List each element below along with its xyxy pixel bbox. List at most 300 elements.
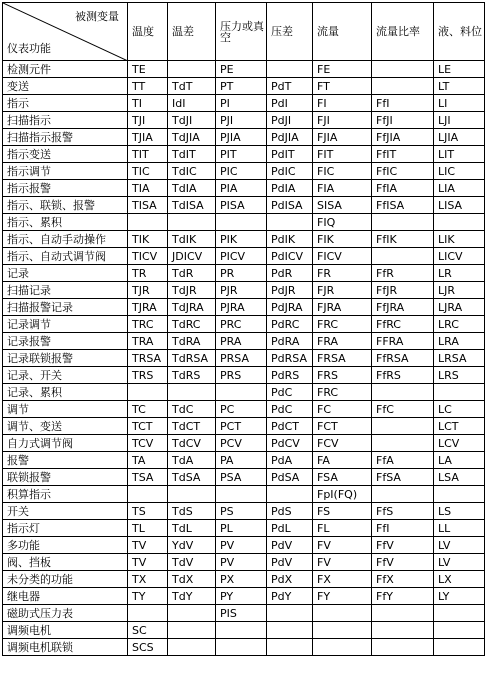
table-row [3, 78, 485, 95]
symbol-cell: PdIT [267, 146, 313, 163]
column-header-flow-ratio: 流量比率 [372, 3, 434, 61]
row-label: 开关 [3, 503, 128, 520]
symbol-cell [434, 384, 485, 401]
symbol-cell: LICV [434, 248, 485, 265]
symbol-cell: PX [216, 571, 267, 588]
symbol-cell: TdY [168, 588, 216, 605]
symbol-cell: TV [128, 537, 168, 554]
symbol-cell: LT [434, 78, 485, 95]
symbol-cell: TRC [128, 316, 168, 333]
symbol-cell [372, 78, 434, 95]
symbol-cell [434, 486, 485, 503]
symbol-cell: PdJR [267, 282, 313, 299]
symbol-cell: TT [128, 78, 168, 95]
symbol-cell: FfJR [372, 282, 434, 299]
symbol-cell: PdV [267, 554, 313, 571]
symbol-cell: TdCV [168, 435, 216, 452]
symbol-cell: PdRS [267, 367, 313, 384]
symbol-cell: TV [128, 554, 168, 571]
symbol-cell: FRC [313, 384, 372, 401]
table-row [3, 129, 485, 146]
table-row [3, 248, 485, 265]
symbol-cell: TdA [168, 452, 216, 469]
symbol-cell: FIQ [313, 214, 372, 231]
symbol-cell: LIK [434, 231, 485, 248]
symbol-cell: PA [216, 452, 267, 469]
symbol-cell: TdJR [168, 282, 216, 299]
symbol-cell [267, 622, 313, 639]
symbol-cell: PdY [267, 588, 313, 605]
symbol-cell: TdX [168, 571, 216, 588]
symbol-cell: FIK [313, 231, 372, 248]
symbol-cell: FV [313, 554, 372, 571]
symbol-cell: TA [128, 452, 168, 469]
symbol-cell: PC [216, 401, 267, 418]
symbol-cell: FX [313, 571, 372, 588]
symbol-cell [168, 384, 216, 401]
symbol-cell: LCT [434, 418, 485, 435]
symbol-cell: FfRS [372, 367, 434, 384]
symbol-cell: LRC [434, 316, 485, 333]
symbol-cell: PRSA [216, 350, 267, 367]
symbol-cell: FIC [313, 163, 372, 180]
symbol-cell: PdSA [267, 469, 313, 486]
row-label: 检测元件 [3, 61, 128, 78]
row-label: 记录、开关 [3, 367, 128, 384]
symbol-cell: FfS [372, 503, 434, 520]
symbol-cell: PJI [216, 112, 267, 129]
symbol-cell: PdJIA [267, 129, 313, 146]
symbol-cell: FfC [372, 401, 434, 418]
symbol-cell: FfA [372, 452, 434, 469]
symbol-cell: LS [434, 503, 485, 520]
symbol-cell: FfRC [372, 316, 434, 333]
symbol-cell: FI [313, 95, 372, 112]
row-label: 记录联锁报警 [3, 350, 128, 367]
symbol-cell: LJRA [434, 299, 485, 316]
column-header-pressure-difference: 压差 [267, 3, 313, 61]
symbol-cell: PCV [216, 435, 267, 452]
symbol-cell: LCV [434, 435, 485, 452]
symbol-cell: FS [313, 503, 372, 520]
header-instrument-function-label: 仪表功能 [7, 42, 51, 55]
symbol-cell: PI [216, 95, 267, 112]
symbol-cell: TdR [168, 265, 216, 282]
symbol-cell: PdJI [267, 112, 313, 129]
symbol-cell: PCT [216, 418, 267, 435]
symbol-cell: FSA [313, 469, 372, 486]
symbol-cell: TC [128, 401, 168, 418]
symbol-cell: PY [216, 588, 267, 605]
symbol-cell: TdRS [168, 367, 216, 384]
symbol-cell: TdT [168, 78, 216, 95]
symbol-cell: PdJRA [267, 299, 313, 316]
symbol-cell: TdV [168, 554, 216, 571]
column-header-temperature-difference: 温差 [168, 3, 216, 61]
table-row [3, 350, 485, 367]
symbol-cell [216, 214, 267, 231]
symbol-cell [267, 486, 313, 503]
table-row [3, 146, 485, 163]
row-label: 调节 [3, 401, 128, 418]
symbol-cell: TIK [128, 231, 168, 248]
symbol-cell [128, 486, 168, 503]
symbol-cell: FRC [313, 316, 372, 333]
symbol-cell: PdC [267, 384, 313, 401]
symbol-cell: PdS [267, 503, 313, 520]
symbol-cell [128, 214, 168, 231]
symbol-cell: TRS [128, 367, 168, 384]
symbol-cell [372, 605, 434, 622]
symbol-cell: SCS [128, 639, 168, 656]
symbol-cell: PdCT [267, 418, 313, 435]
table-row [3, 61, 485, 78]
symbol-cell [313, 605, 372, 622]
symbol-cell: TdCT [168, 418, 216, 435]
symbol-cell: IdI [168, 95, 216, 112]
symbol-cell: TIC [128, 163, 168, 180]
symbol-cell: TdRC [168, 316, 216, 333]
symbol-cell: LY [434, 588, 485, 605]
symbol-cell: LRS [434, 367, 485, 384]
table-row [3, 197, 485, 214]
table-row [3, 316, 485, 333]
symbol-cell: LL [434, 520, 485, 537]
row-label: 指示、联锁、报警 [3, 197, 128, 214]
symbol-cell: LSA [434, 469, 485, 486]
symbol-cell: PRA [216, 333, 267, 350]
symbol-cell: FfJI [372, 112, 434, 129]
row-label: 未分类的功能 [3, 571, 128, 588]
row-label: 指示灯 [3, 520, 128, 537]
symbol-cell [372, 61, 434, 78]
symbol-cell: TIT [128, 146, 168, 163]
symbol-cell: LIC [434, 163, 485, 180]
symbol-cell: TISA [128, 197, 168, 214]
symbol-cell: LE [434, 61, 485, 78]
symbol-cell: PdT [267, 78, 313, 95]
symbol-cell: LI [434, 95, 485, 112]
symbol-cell [372, 622, 434, 639]
column-header-temperature: 温度 [128, 3, 168, 61]
symbol-cell: PdV [267, 537, 313, 554]
symbol-cell: FfV [372, 537, 434, 554]
symbol-cell: FJI [313, 112, 372, 129]
symbol-cell: PIC [216, 163, 267, 180]
symbol-cell: FfY [372, 588, 434, 605]
row-label: 指示 [3, 95, 128, 112]
table-row [3, 299, 485, 316]
header-row [3, 3, 485, 61]
header-measured-variable-label: 被测变量 [75, 10, 119, 23]
row-label: 记录、累积 [3, 384, 128, 401]
symbol-cell: FE [313, 61, 372, 78]
column-header-pressure-or-vacuum: 压力或真空 [216, 3, 267, 61]
symbol-cell: PdRA [267, 333, 313, 350]
symbol-cell: TL [128, 520, 168, 537]
symbol-cell: FRSA [313, 350, 372, 367]
row-label: 指示、自动式调节阀 [3, 248, 128, 265]
row-label: 阀、挡板 [3, 554, 128, 571]
row-label: 联锁报警 [3, 469, 128, 486]
symbol-cell: PdR [267, 265, 313, 282]
symbol-cell [168, 622, 216, 639]
symbol-cell: TJRA [128, 299, 168, 316]
table-row [3, 180, 485, 197]
row-label: 扫描报警记录 [3, 299, 128, 316]
row-label: 指示调节 [3, 163, 128, 180]
symbol-cell [216, 486, 267, 503]
symbol-cell: TJIA [128, 129, 168, 146]
symbol-cell: TdRSA [168, 350, 216, 367]
symbol-cell: PRC [216, 316, 267, 333]
symbol-cell: TdS [168, 503, 216, 520]
symbol-cell: PT [216, 78, 267, 95]
symbol-cell [216, 639, 267, 656]
symbol-cell: YdV [168, 537, 216, 554]
symbol-cell [267, 61, 313, 78]
symbol-cell: TY [128, 588, 168, 605]
symbol-cell: FfI [372, 95, 434, 112]
symbol-cell: FfIC [372, 163, 434, 180]
symbol-cell: TdRA [168, 333, 216, 350]
symbol-cell: FfV [372, 554, 434, 571]
table-row [3, 554, 485, 571]
symbol-cell: FJRA [313, 299, 372, 316]
symbol-cell: TJR [128, 282, 168, 299]
row-label: 调频电机 [3, 622, 128, 639]
symbol-cell: PdIC [267, 163, 313, 180]
symbol-cell: PV [216, 537, 267, 554]
symbol-cell [372, 639, 434, 656]
symbol-cell [313, 639, 372, 656]
symbol-cell: PR [216, 265, 267, 282]
symbol-cell: TCT [128, 418, 168, 435]
symbol-cell: PdISA [267, 197, 313, 214]
symbol-cell: FfI [372, 520, 434, 537]
symbol-cell: FfIK [372, 231, 434, 248]
symbol-cell [372, 435, 434, 452]
symbol-cell [267, 605, 313, 622]
symbol-cell [372, 486, 434, 503]
row-label: 记录调节 [3, 316, 128, 333]
column-header-flow: 流量 [313, 3, 372, 61]
symbol-cell: SC [128, 622, 168, 639]
symbol-cell [168, 61, 216, 78]
table-row [3, 622, 485, 639]
symbol-cell: FJIA [313, 129, 372, 146]
table-row [3, 333, 485, 350]
symbol-cell: TE [128, 61, 168, 78]
symbol-cell: TR [128, 265, 168, 282]
symbol-cell: FfIT [372, 146, 434, 163]
table-row [3, 112, 485, 129]
symbol-cell: PdIA [267, 180, 313, 197]
symbol-cell: PIA [216, 180, 267, 197]
symbol-cell [267, 639, 313, 656]
table-row [3, 639, 485, 656]
row-label: 磁助式压力表 [3, 605, 128, 622]
table-row [3, 401, 485, 418]
symbol-cell: TdL [168, 520, 216, 537]
symbol-cell [434, 214, 485, 231]
row-label: 指示、自动手动操作 [3, 231, 128, 248]
row-label: 自力式调节阀 [3, 435, 128, 452]
symbol-cell: PdC [267, 401, 313, 418]
table-row [3, 469, 485, 486]
symbol-cell: TdJRA [168, 299, 216, 316]
symbol-cell [313, 622, 372, 639]
symbol-cell: LA [434, 452, 485, 469]
symbol-cell [128, 605, 168, 622]
table-row [3, 163, 485, 180]
symbol-cell [372, 384, 434, 401]
row-label: 变送 [3, 78, 128, 95]
symbol-cell [434, 622, 485, 639]
symbol-cell: PdCV [267, 435, 313, 452]
symbol-cell: TX [128, 571, 168, 588]
symbol-cell: PV [216, 554, 267, 571]
table-row [3, 588, 485, 605]
row-label: 指示变送 [3, 146, 128, 163]
symbol-cell: FfJIA [372, 129, 434, 146]
table-row [3, 503, 485, 520]
symbol-cell: PE [216, 61, 267, 78]
symbol-cell: FCT [313, 418, 372, 435]
symbol-cell: TRA [128, 333, 168, 350]
symbol-cell: TCV [128, 435, 168, 452]
symbol-cell [372, 418, 434, 435]
symbol-cell: PJRA [216, 299, 267, 316]
symbol-cell: LC [434, 401, 485, 418]
symbol-cell: TdIC [168, 163, 216, 180]
symbol-cell: PdRSA [267, 350, 313, 367]
symbol-cell: PdI [267, 95, 313, 112]
symbol-cell: LJR [434, 282, 485, 299]
row-label: 扫描指示 [3, 112, 128, 129]
symbol-cell: JDICV [168, 248, 216, 265]
table-row [3, 537, 485, 554]
symbol-cell: LISA [434, 197, 485, 214]
header-corner-cell [3, 3, 128, 61]
row-label: 报警 [3, 452, 128, 469]
symbol-cell: LX [434, 571, 485, 588]
table-row [3, 367, 485, 384]
symbol-cell [434, 605, 485, 622]
symbol-cell: FL [313, 520, 372, 537]
symbol-cell: FY [313, 588, 372, 605]
symbol-cell: PL [216, 520, 267, 537]
symbol-cell: FJR [313, 282, 372, 299]
table-row [3, 214, 485, 231]
symbol-cell: FfSA [372, 469, 434, 486]
symbol-cell: TdIT [168, 146, 216, 163]
symbol-cell: TdJIA [168, 129, 216, 146]
symbol-cell: PIT [216, 146, 267, 163]
table-row [3, 384, 485, 401]
symbol-cell [216, 384, 267, 401]
row-label: 继电器 [3, 588, 128, 605]
row-label: 扫描指示报警 [3, 129, 128, 146]
row-label: 记录报警 [3, 333, 128, 350]
symbol-cell [168, 214, 216, 231]
symbol-cell [267, 214, 313, 231]
symbol-cell [434, 639, 485, 656]
table-body [3, 61, 485, 656]
symbol-cell: LRSA [434, 350, 485, 367]
symbol-cell: FC [313, 401, 372, 418]
symbol-cell: FfIA [372, 180, 434, 197]
symbol-cell: FfR [372, 265, 434, 282]
symbol-cell: LV [434, 537, 485, 554]
table-row [3, 486, 485, 503]
symbol-cell: FfISA [372, 197, 434, 214]
symbol-cell: LRA [434, 333, 485, 350]
symbol-cell: FfRSA [372, 350, 434, 367]
symbol-cell: TJI [128, 112, 168, 129]
row-label: 积算指示 [3, 486, 128, 503]
table-row [3, 435, 485, 452]
symbol-cell: FT [313, 78, 372, 95]
symbol-cell: LJI [434, 112, 485, 129]
table-row [3, 452, 485, 469]
symbol-cell: LV [434, 554, 485, 571]
symbol-cell: TI [128, 95, 168, 112]
column-header-level: 液、料位 [434, 3, 485, 61]
table-row [3, 418, 485, 435]
table-row [3, 571, 485, 588]
symbol-cell: FIA [313, 180, 372, 197]
symbol-cell: PdA [267, 452, 313, 469]
symbol-cell: TS [128, 503, 168, 520]
symbol-cell: LIT [434, 146, 485, 163]
symbol-cell [128, 384, 168, 401]
symbol-cell: PJIA [216, 129, 267, 146]
symbol-cell: FCV [313, 435, 372, 452]
symbol-cell [372, 214, 434, 231]
symbol-cell: TdJI [168, 112, 216, 129]
table-row [3, 265, 485, 282]
symbol-cell: PdX [267, 571, 313, 588]
row-label: 指示报警 [3, 180, 128, 197]
symbol-cell: PRS [216, 367, 267, 384]
symbol-cell: LJIA [434, 129, 485, 146]
symbol-cell: TdSA [168, 469, 216, 486]
symbol-cell: SISA [313, 197, 372, 214]
row-label: 调节、变送 [3, 418, 128, 435]
symbol-cell: LR [434, 265, 485, 282]
symbol-cell: FA [313, 452, 372, 469]
symbol-cell [168, 605, 216, 622]
symbol-cell: TdIK [168, 231, 216, 248]
symbol-cell [168, 639, 216, 656]
symbol-cell: TdC [168, 401, 216, 418]
symbol-cell: PIS [216, 605, 267, 622]
symbol-cell: FfX [372, 571, 434, 588]
symbol-cell: FV [313, 537, 372, 554]
symbol-cell: PIK [216, 231, 267, 248]
symbol-cell: TdISA [168, 197, 216, 214]
row-label: 记录 [3, 265, 128, 282]
table-row [3, 231, 485, 248]
table-row [3, 520, 485, 537]
symbol-cell [216, 622, 267, 639]
symbol-cell [168, 486, 216, 503]
symbol-cell: FIT [313, 146, 372, 163]
symbol-cell: FICV [313, 248, 372, 265]
row-label: 调频电机联锁 [3, 639, 128, 656]
row-label: 扫描记录 [3, 282, 128, 299]
